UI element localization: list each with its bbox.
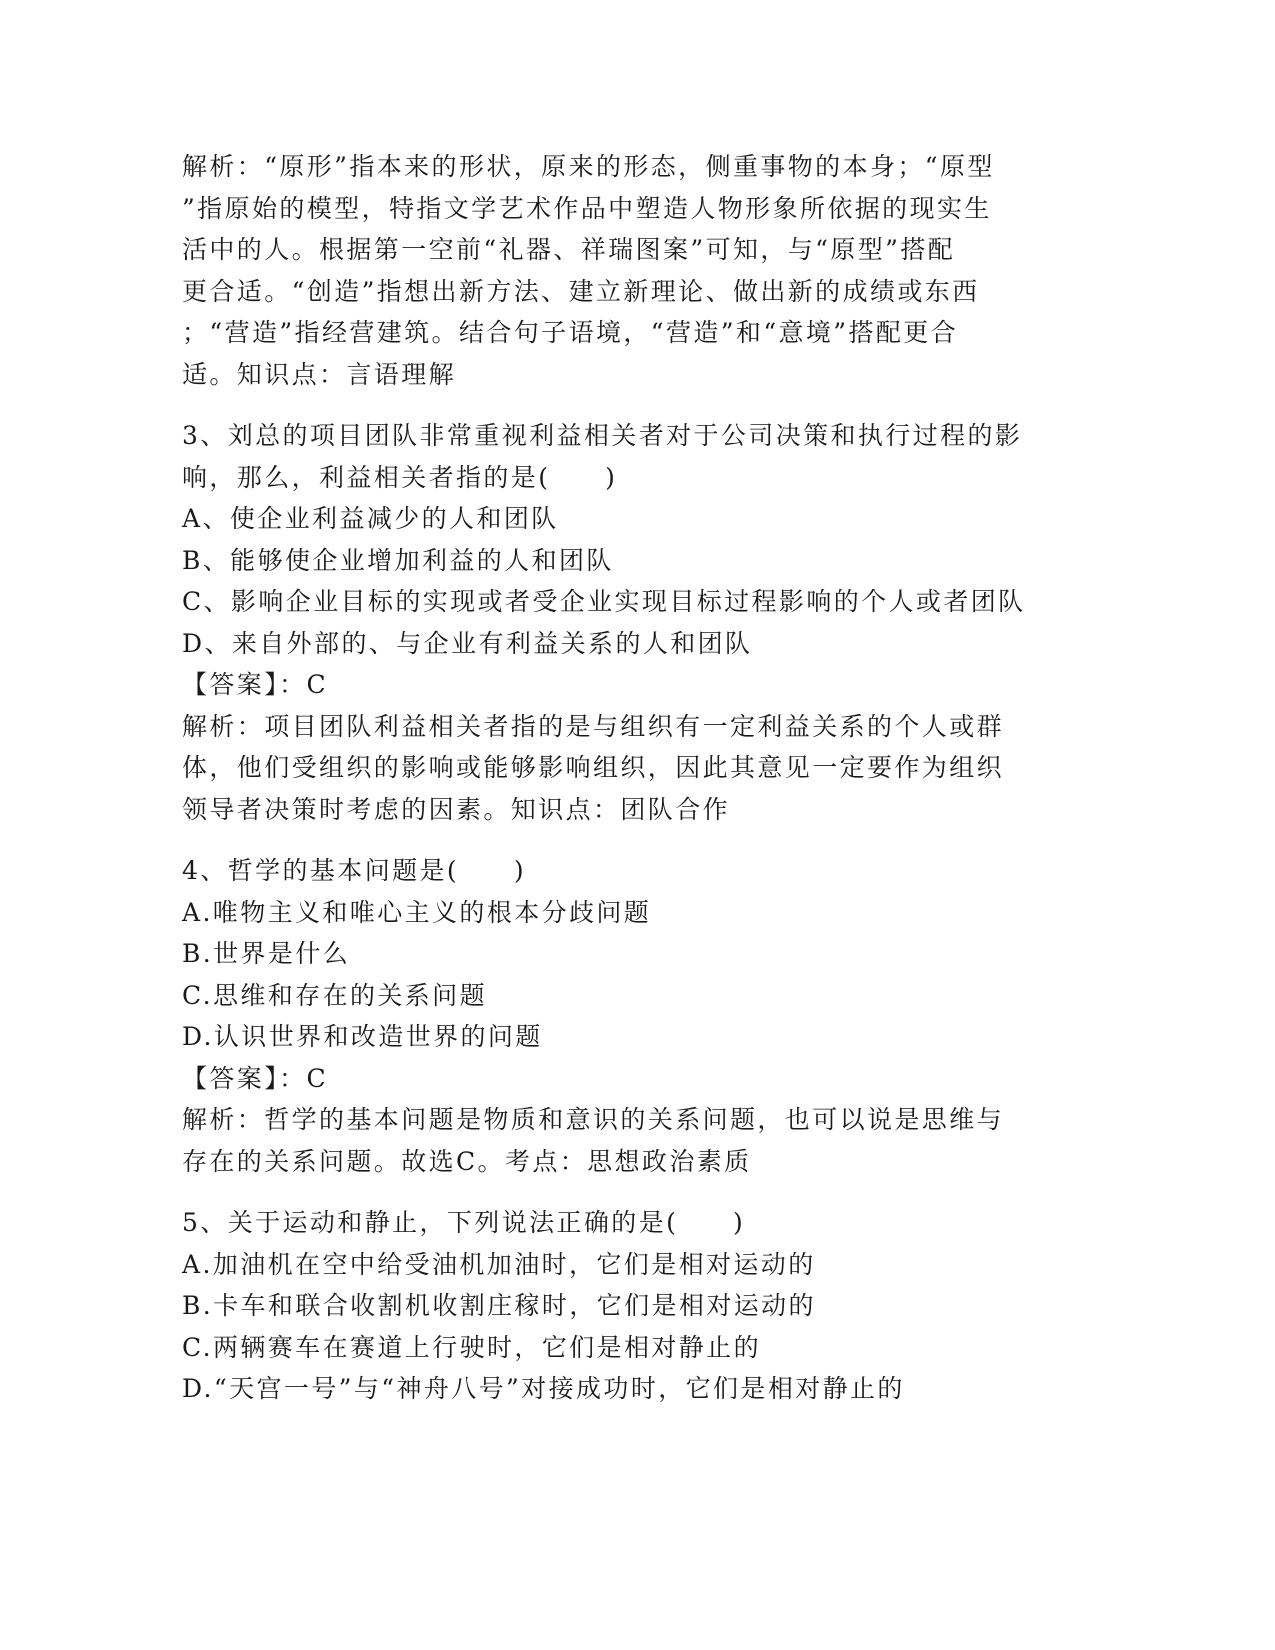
section-gap [182, 395, 1082, 415]
analysis-line: 解析：哲学的基本问题是物质和意识的关系问题，也可以说是思维与 [182, 1105, 1005, 1134]
analysis-line: 存在的关系问题。故选C。考点：思想政治素质 [182, 1146, 752, 1176]
option-c: C.两辆赛车在赛道上行驶时，它们是相对静止的 [182, 1332, 761, 1362]
section-gap [182, 830, 1082, 850]
analysis-line: ”指原始的模型，特指文学艺术作品中塑造人物形象所依据的现实生 [182, 193, 992, 223]
analysis-line: 解析：“原形”指本来的形状，原来的形态，侧重事物的本身；“原型 [182, 152, 995, 181]
question-stem: 响，那么，利益相关者指的是( ) [182, 462, 618, 492]
option-c: C.思维和存在的关系问题 [182, 980, 487, 1010]
analysis-line: 活中的人。根据第一空前“礼器、祥瑞图案”可知，与“原型”搭配 [182, 235, 956, 264]
analysis-line: 解析：项目团队利益相关者指的是与组织有一定利益关系的个人或群 [182, 711, 1005, 741]
analysis-line: ；“营造”指经营建筑。结合句子语境，“营造”和“意境”搭配更合 [182, 318, 959, 347]
analysis-line: 体，他们受组织的影响或能够影响组织，因此其意见一定要作为组织 [182, 753, 1005, 782]
option-c: C、影响企业目标的实现或者受企业实现目标过程影响的个人或者团队 [182, 587, 1026, 616]
option-d: D.“天宫一号”与“神舟八号”对接成功时，它们是相对静止的 [182, 1374, 905, 1403]
question-stem: 3、刘总的项目团队非常重视利益相关者对于公司决策和执行过程的影 [182, 421, 1023, 450]
question-4 [182, 850, 1082, 1182]
question-5 [182, 1202, 1082, 1410]
option-b: B.卡车和联合收割机收割庄稼时，它们是相对运动的 [182, 1291, 816, 1320]
analysis-line: 领导者决策时考虑的因素。知识点：团队合作 [182, 794, 731, 824]
document-page [182, 146, 1082, 1410]
question-stem: 5、关于运动和静止，下列说法正确的是( ) [182, 1208, 746, 1237]
answer-line: 【答案】：C [182, 1063, 329, 1093]
analysis-line: 适。知识点：言语理解 [182, 359, 457, 389]
option-d: D.认识世界和改造世界的问题 [182, 1022, 543, 1051]
question-3 [182, 415, 1082, 830]
option-a: A、使企业利益减少的人和团队 [182, 504, 559, 533]
answer-line: 【答案】：C [182, 670, 329, 699]
option-d: D、来自外部的、与企业有利益关系的人和团队 [182, 628, 753, 658]
analysis-line: 更合适。“创造”指想出新方法、建立新理论、做出新的成绩或东西 [182, 276, 980, 306]
question-stem: 4、哲学的基本问题是( ) [182, 856, 527, 885]
option-a: A.唯物主义和唯心主义的根本分歧问题 [182, 897, 652, 927]
option-b: B、能够使企业增加利益的人和团队 [182, 545, 614, 575]
previous-analysis [182, 146, 1082, 395]
section-gap [182, 1182, 1082, 1202]
option-b: B.世界是什么 [182, 939, 351, 968]
option-a: A.加油机在空中给受油机加油时，它们是相对运动的 [182, 1249, 816, 1279]
